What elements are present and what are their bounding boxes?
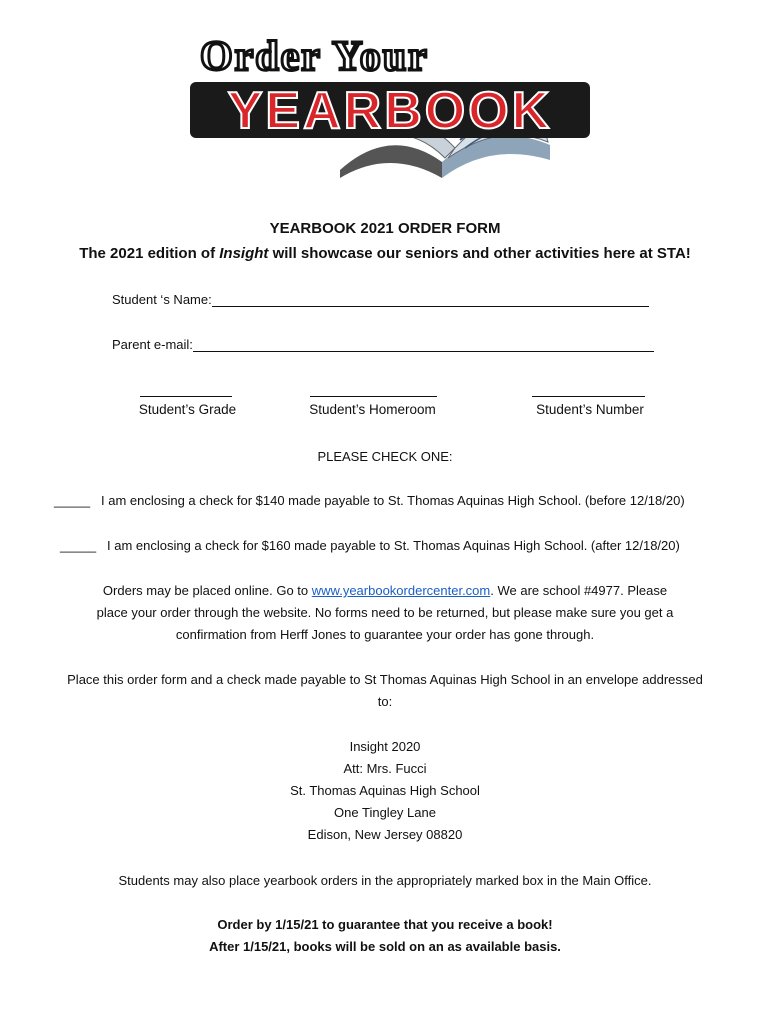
deadline-notice: Order by 1/15/21 to guarantee that you receive a book! After 1/15/21, books will be sold on an as available basis. (209, 917, 561, 954)
student-name-field[interactable] (112, 292, 649, 307)
option-160-blank[interactable]: _____ (60, 538, 97, 553)
yearbook-logo (180, 30, 600, 180)
student-name-label: Student ‘s Name: (112, 292, 212, 307)
parent-email-label: Parent e-mail: (112, 337, 193, 352)
online-paragraph: Orders may be placed online. Go to www.yearbookordercenter.com. We are school #4977. Please place your order through the website. No forms need to be returned, but please make sure you get a confirmation from Herff Jones to guarantee your order has gone through. (96, 583, 674, 642)
logo-line1: Order Your (200, 34, 429, 80)
form-subtitle: The 2021 edition of Insight will showcase our seniors and other activities here at STA! (79, 245, 691, 262)
mail-instructions: Place this order form and a check made payable to St Thomas Aquinas High School in an envelope addressed to: (67, 672, 703, 709)
form-title: YEARBOOK 2021 ORDER FORM (269, 220, 501, 237)
order-center-link[interactable]: www.yearbookordercenter.com (311, 583, 491, 598)
logo-line2: YEARBOOK (227, 82, 553, 140)
homeroom-label: Student’s Homeroom (309, 402, 436, 417)
option-140[interactable] (54, 490, 685, 512)
mailing-address: Insight 2020 Att: Mrs. Fucci St. Thomas Aquinas High School One Tingley Lane Edison, New Jersey 08820 (290, 739, 480, 842)
homeroom-blank[interactable] (310, 396, 437, 397)
grade-label: Student’s Grade (138, 402, 237, 417)
number-blank[interactable] (532, 396, 645, 397)
number-label: Student’s Number (536, 402, 644, 417)
grade-blank[interactable] (140, 396, 232, 397)
option-140-text: I am enclosing a check for $140 made payable to St. Thomas Aquinas High School. (before 12/18/20) (101, 493, 685, 508)
check-heading: PLEASE CHECK ONE: (317, 449, 453, 464)
option-140-blank[interactable]: _____ (54, 493, 91, 508)
main-office-note: Students may also place yearbook orders in the appropriately marked box in the Main Office. (118, 873, 652, 888)
option-160[interactable] (60, 535, 680, 557)
option-160-text: I am enclosing a check for $160 made payable to St. Thomas Aquinas High School. (after 12/18/20) (107, 538, 680, 553)
parent-email-field[interactable] (112, 337, 654, 352)
